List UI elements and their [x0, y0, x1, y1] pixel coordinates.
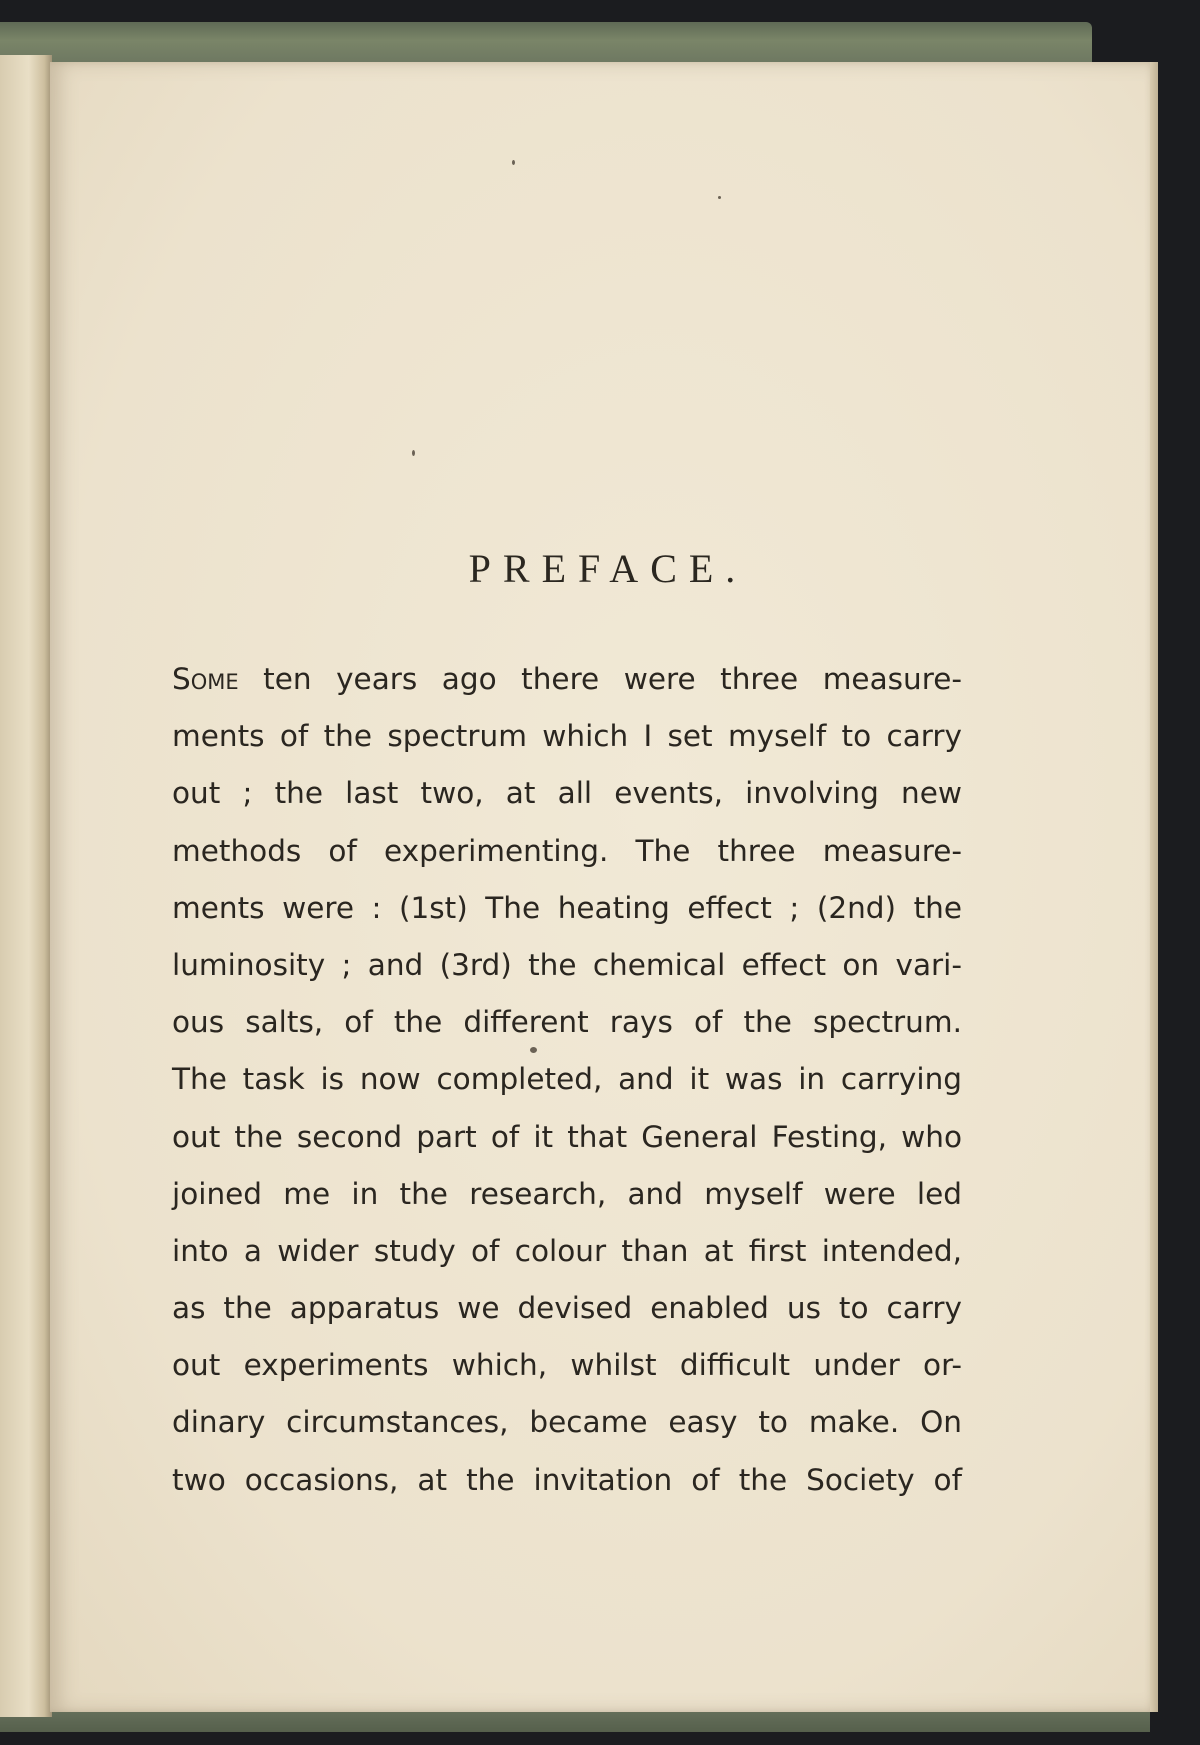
text-line: out ; the last two, at all events, involving new [172, 776, 962, 811]
page-title: PREFACE. [468, 546, 748, 591]
text-line: into a wider study of colour than at first intended, [172, 1233, 962, 1268]
paper-speck [412, 450, 415, 456]
text-line: two occasions, at the invitation of the Society of [172, 1462, 962, 1497]
text-line: as the apparatus we devised enabled us to carry [172, 1291, 962, 1326]
facing-page-gutter [0, 55, 52, 1717]
text-line: ments of the spectrum which I set myself to carry [172, 719, 962, 754]
opening-word: Some [172, 662, 239, 696]
text-line: The task is now completed, and it was in carrying [172, 1062, 962, 1097]
text-line: out the second part of it that General Festing, who [172, 1119, 962, 1154]
page-edge [1150, 62, 1158, 1712]
paper-speck [512, 160, 515, 165]
text-line: joined me in the research, and myself were led [172, 1176, 962, 1211]
text-line: ments were : (1st) The heating effect ; (2nd) the [172, 890, 962, 925]
preface-body [172, 651, 962, 1509]
text-line: out experiments which, whilst difficult under or- [172, 1348, 962, 1383]
text-line: methods of experimenting. The three measure- [172, 833, 962, 868]
text-line: luminosity ; and (3rd) the chemical effect on vari- [172, 947, 962, 982]
text-line: dinary circumstances, became easy to make. On [172, 1405, 962, 1440]
text-line: ous salts, of the different rays of the spectrum. [172, 1005, 962, 1040]
paper-speck [718, 196, 721, 199]
text-line: Some ten years ago there were three measure- [172, 662, 962, 696]
